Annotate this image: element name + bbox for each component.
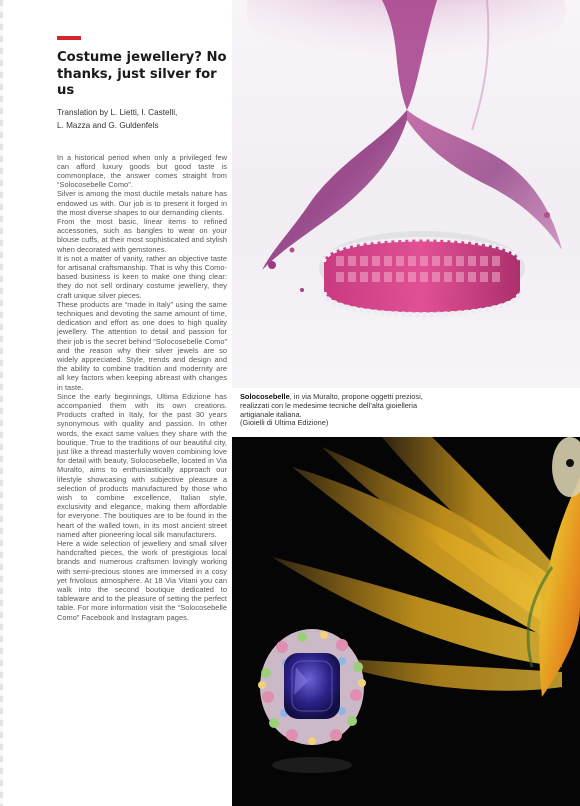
parrot-ring-illustration [232, 437, 580, 806]
title-accent-bar [57, 36, 81, 40]
body-paragraph: These products are “made in Italy” using the same techniques and devoting the same amount of time, dedication and effort as one does to high quality jewellery. The attention to detail and passion for their job is the secret behind “Solocosebelle Como” and the reason why their silver jewels are so widely appreciated. Style, trends and design and the ability to combine tradition and modernity are all key factors when keeping abreast with changes in taste. [57, 299, 227, 392]
photo-caption [240, 393, 440, 428]
body-paragraph: Silver is among the most ductile metals nature has endowed us with. Our job is to present it forged in the most diverse shapes to our demanding clients. [57, 189, 227, 217]
body-paragraph: It is not a matter of vanity, rather an objective taste for artisanal craftsmanship. That is why this Como-based business is keen to make one thing clear: they do not sell ordinary costume jewellery, they craft unique silver pieces. [57, 253, 227, 300]
credits-line-1: Translation by L. Lietti, I. Castelli, [57, 107, 178, 117]
body-paragraph: In a historical period when only a privileged few can afford luxury goods but good taste is commonplace, the answer comes straight from “Solocosebelle Como”. [57, 152, 227, 190]
ring-splash-photo [232, 0, 580, 388]
page-binding-edge [0, 0, 3, 806]
translation-credits [57, 106, 227, 133]
parrot-ring-photo [232, 437, 580, 806]
article-title: Costume jewellery? No thanks, just silver for us [57, 50, 227, 98]
article-column [57, 36, 227, 622]
body-paragraph: From the most basic, linear items to refined accessories, such as bangles to wear on your blouse cuffs, at their most sophisticated and stylish when decorated with gemstones. [57, 216, 227, 254]
credits-line-2: L. Mazza and G. Guldenfels [57, 121, 159, 130]
article-body [57, 153, 227, 622]
caption-credit: (Gioielli di Ultima Edizione) [240, 418, 329, 428]
ring-splash-illustration [232, 0, 580, 388]
caption-brand: Solocosebelle [240, 392, 290, 401]
body-paragraph: Since the early beginnings, Ultima Edizione has accompanied them with its own creations. Products crafted in Italy, for the past 30 years synonymous with quality and passion. In other words, the exact same values they share with the boutique. True to the traditions of our beautiful city, just like a thread masterfully woven combining love for detail with beauty, Solocosebelle, located in Via Muralto, aims to enthusiastically approach our lifestyle showcasing with subjective pleasure a selection of products manufactured by those who wish to combine excellence, Italian style, exclusivity and elegance, making them affordable for everyone. The boutiques are to be found in the heart of the walled town, in its most ancient street named after pioneering local silk manufacturers. [57, 391, 227, 539]
caption-text: , in via Muralto, propone oggetti preziosi, realizzati con le medesime tecniche dell’alta gioielleria artigianale italiana. [240, 392, 423, 419]
body-paragraph: Here a wide selection of jewellery and small silver handcrafted pieces, the work of prestigious local brands and numerous craftsmen lovingly working with semi-precious stones are immersed in a cosy yet frivolous atmosphere. At 18 Via Vitani you can walk into the second boutique dedicated to tableware and to the pleasure of setting the perfect table. For more information visit the “Solocosebelle Como” Facebook and Instagram pages. [57, 539, 227, 622]
